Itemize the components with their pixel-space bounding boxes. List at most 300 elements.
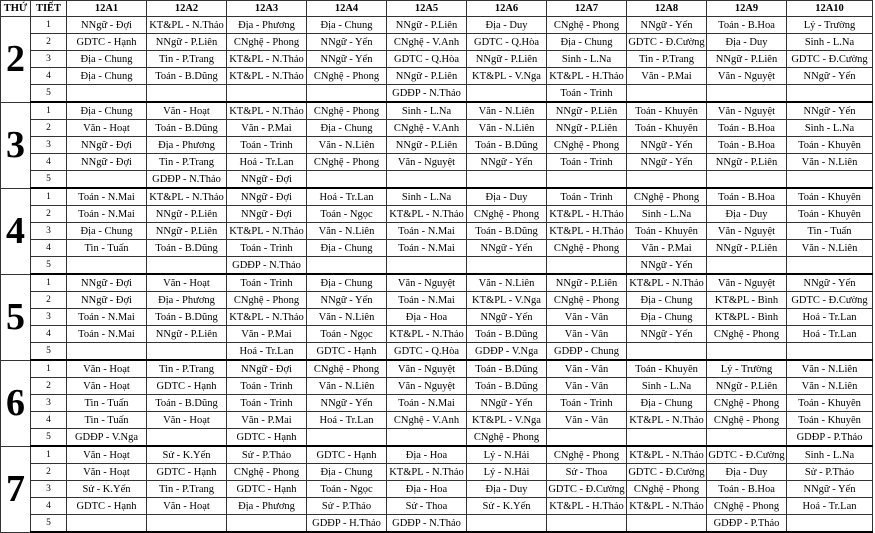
lesson-cell: Sử - K.Yến [467, 498, 547, 515]
lesson-cell: Địa - Chung [627, 309, 707, 326]
lesson-cell: Toán - Trình [227, 395, 307, 412]
lesson-cell: KT&PL - Bình [707, 309, 787, 326]
class-header: 12A10 [787, 1, 873, 17]
lesson-cell: NNgữ - Yến [467, 309, 547, 326]
lesson-cell: GDTC - Hạnh [307, 446, 387, 464]
lesson-cell: Toán - B.Dũng [467, 223, 547, 240]
lesson-cell: NNgữ - Yến [307, 395, 387, 412]
lesson-cell: Địa - Hoa [387, 446, 467, 464]
lesson-cell: Sinh - L.Na [627, 206, 707, 223]
lesson-cell: Toán - N.Mai [387, 292, 467, 309]
lesson-cell: Toán - Khuyên [627, 360, 707, 378]
lesson-cell: Lý - N.Hải [467, 446, 547, 464]
class-header: 12A6 [467, 1, 547, 17]
table-row [1, 34, 873, 51]
lesson-cell: KT&PL - N.Thảo [627, 274, 707, 292]
lesson-cell: Toán - B.Hoa [707, 120, 787, 137]
lesson-cell: KT&PL - V.Nga [467, 412, 547, 429]
lesson-cell: Địa - Chung [67, 51, 147, 68]
lesson-cell: Lý - N.Hải [467, 464, 547, 481]
lesson-cell: NNgữ - P.Liên [147, 34, 227, 51]
lesson-cell: GDTC - Hạnh [147, 378, 227, 395]
lesson-cell [707, 343, 787, 361]
period-number: 3 [31, 137, 67, 154]
lesson-cell: NNgữ - Đợi [227, 360, 307, 378]
lesson-cell: Địa - Chung [67, 102, 147, 120]
lesson-cell: Văn - N.Liên [787, 240, 873, 257]
lesson-cell: CNghệ - Phong [227, 34, 307, 51]
lesson-cell: CNghệ - Phong [547, 292, 627, 309]
lesson-cell: Văn - Hoạt [67, 446, 147, 464]
lesson-cell: Văn - N.Liên [787, 154, 873, 171]
lesson-cell: NNgữ - P.Liên [707, 240, 787, 257]
lesson-cell: CNghệ - V.Anh [387, 34, 467, 51]
table-row [1, 343, 873, 361]
lesson-cell [307, 171, 387, 189]
lesson-cell: Văn - N.Liên [787, 360, 873, 378]
table-row [1, 481, 873, 498]
lesson-cell: GDTC - Q.Hòa [387, 343, 467, 361]
lesson-cell: Văn - Hoạt [147, 274, 227, 292]
lesson-cell: Địa - Duy [707, 206, 787, 223]
lesson-cell: KT&PL - V.Nga [467, 292, 547, 309]
lesson-cell: Địa - Chung [307, 464, 387, 481]
lesson-cell: CNghệ - Phong [547, 17, 627, 34]
lesson-cell: GDĐP - N.Thảo [387, 85, 467, 103]
table-row [1, 102, 873, 120]
lesson-cell: Văn - N.Liên [467, 102, 547, 120]
lesson-cell: Văn - Hoạt [67, 464, 147, 481]
table-row [1, 51, 873, 68]
lesson-cell: Sinh - L.Na [547, 51, 627, 68]
lesson-cell: Địa - Chung [307, 274, 387, 292]
period-number: 4 [31, 412, 67, 429]
lesson-cell [147, 515, 227, 533]
lesson-cell: Văn - Nguyệt [387, 274, 467, 292]
table-row [1, 223, 873, 240]
lesson-cell [387, 257, 467, 275]
lesson-cell: KT&PL - V.Nga [467, 68, 547, 85]
lesson-cell: Văn - P.Mai [227, 412, 307, 429]
table-row [1, 412, 873, 429]
lesson-cell: Toán - Ngọc [307, 206, 387, 223]
lesson-cell: NNgữ - P.Liên [707, 51, 787, 68]
header-row [1, 1, 873, 17]
lesson-cell [387, 171, 467, 189]
day-number: 7 [1, 446, 31, 532]
period-number: 5 [31, 171, 67, 189]
lesson-cell: Hoá - Tr.Lan [787, 498, 873, 515]
day-group [1, 102, 873, 188]
lesson-cell: KT&PL - N.Thảo [627, 446, 707, 464]
lesson-cell: NNgữ - Yến [787, 68, 873, 85]
lesson-cell: GDTC - Hạnh [227, 481, 307, 498]
day-number: 2 [1, 17, 31, 103]
lesson-cell: Văn - Nguyệt [387, 378, 467, 395]
lesson-cell: Sinh - L.Na [787, 34, 873, 51]
class-header: 12A1 [67, 1, 147, 17]
lesson-cell: NNgữ - Yến [787, 102, 873, 120]
lesson-cell: Toán - Trình [227, 240, 307, 257]
lesson-cell: NNgữ - Yến [307, 34, 387, 51]
lesson-cell: GDTC - Hạnh [227, 429, 307, 447]
lesson-cell: Tin - P.Trang [147, 360, 227, 378]
lesson-cell: Hoá - Tr.Lan [307, 188, 387, 206]
lesson-cell: Văn - Nguyệt [707, 223, 787, 240]
day-number: 4 [1, 188, 31, 274]
lesson-cell: KT&PL - N.Thảo [627, 412, 707, 429]
lesson-cell: CNghệ - V.Anh [387, 120, 467, 137]
lesson-cell: KT&PL - N.Thảo [227, 223, 307, 240]
lesson-cell: CNghệ - Phong [547, 240, 627, 257]
lesson-cell: Toán - Ngọc [307, 326, 387, 343]
period-number: 4 [31, 326, 67, 343]
lesson-cell: NNgữ - Đợi [67, 292, 147, 309]
day-number: 3 [1, 102, 31, 188]
lesson-cell: NNgữ - Đợi [67, 137, 147, 154]
lesson-cell: KT&PL - Bình [707, 292, 787, 309]
lesson-cell: Toán - N.Mai [67, 326, 147, 343]
table-row [1, 498, 873, 515]
lesson-cell: Văn - Hoạt [67, 378, 147, 395]
table-row [1, 360, 873, 378]
lesson-cell [707, 171, 787, 189]
lesson-cell: KT&PL - N.Thảo [387, 206, 467, 223]
lesson-cell: Văn - Hoạt [67, 120, 147, 137]
day-group [1, 17, 873, 103]
lesson-cell: Địa - Chung [307, 120, 387, 137]
lesson-cell [547, 171, 627, 189]
lesson-cell: Toán - Khuyên [787, 137, 873, 154]
lesson-cell [467, 515, 547, 533]
lesson-cell: GDTC - Hạnh [147, 464, 227, 481]
lesson-cell: Văn - Nguyệt [707, 68, 787, 85]
lesson-cell: CNghệ - Phong [467, 206, 547, 223]
period-number: 2 [31, 292, 67, 309]
lesson-cell: Văn - Vân [547, 309, 627, 326]
lesson-cell: CNghệ - Phong [227, 292, 307, 309]
lesson-cell: Toán - N.Mai [67, 188, 147, 206]
lesson-cell: Toán - N.Mai [67, 309, 147, 326]
lesson-cell: GDĐP - N.Thảo [147, 171, 227, 189]
period-number: 4 [31, 240, 67, 257]
lesson-cell: Văn - N.Liên [307, 309, 387, 326]
lesson-cell: Toán - B.Dũng [467, 360, 547, 378]
lesson-cell: Tin - P.Trang [147, 154, 227, 171]
period-number: 3 [31, 481, 67, 498]
lesson-cell: NNgữ - Yến [307, 292, 387, 309]
lesson-cell: KT&PL - N.Thảo [387, 464, 467, 481]
lesson-cell: CNghệ - Phong [707, 498, 787, 515]
lesson-cell [547, 429, 627, 447]
lesson-cell [307, 257, 387, 275]
lesson-cell: GDĐP - P.Thảo [787, 429, 873, 447]
day-group [1, 360, 873, 446]
table-row [1, 171, 873, 189]
lesson-cell: Văn - Nguyệt [707, 274, 787, 292]
lesson-cell [787, 515, 873, 533]
period-number: 5 [31, 85, 67, 103]
lesson-cell: Văn - P.Mai [627, 68, 707, 85]
lesson-cell: Toán - Trình [547, 395, 627, 412]
lesson-cell: CNghệ - Phong [307, 102, 387, 120]
lesson-cell: GDTC - Đ.Cường [547, 481, 627, 498]
lesson-cell: NNgữ - Đợi [67, 17, 147, 34]
lesson-cell: KT&PL - N.Thảo [147, 17, 227, 34]
lesson-cell: Toán - Khuyên [627, 120, 707, 137]
lesson-cell: Sinh - L.Na [387, 188, 467, 206]
lesson-cell: CNghệ - Phong [547, 446, 627, 464]
lesson-cell: GDTC - Q.Hòa [467, 34, 547, 51]
lesson-cell: Địa - Chung [307, 240, 387, 257]
table-row [1, 515, 873, 533]
lesson-cell: CNghệ - Phong [627, 481, 707, 498]
lesson-cell: KT&PL - N.Thảo [147, 188, 227, 206]
lesson-cell: Toán - B.Dũng [147, 240, 227, 257]
lesson-cell: Toán - Trình [227, 274, 307, 292]
lesson-cell [627, 343, 707, 361]
period-number: 4 [31, 68, 67, 85]
lesson-cell [67, 257, 147, 275]
lesson-cell: Địa - Duy [467, 481, 547, 498]
table-row [1, 326, 873, 343]
period-number: 5 [31, 343, 67, 361]
lesson-cell: CNghệ - Phong [307, 68, 387, 85]
lesson-cell: Văn - N.Liên [467, 120, 547, 137]
lesson-cell: Tin - P.Trang [147, 51, 227, 68]
lesson-cell: KT&PL - N.Thảo [227, 51, 307, 68]
lesson-cell [547, 257, 627, 275]
lesson-cell [787, 257, 873, 275]
table-row [1, 240, 873, 257]
lesson-cell: NNgữ - Yến [467, 240, 547, 257]
lesson-cell [307, 429, 387, 447]
period-number: 2 [31, 206, 67, 223]
lesson-cell: Địa - Chung [627, 395, 707, 412]
lesson-cell: NNgữ - Yến [467, 395, 547, 412]
lesson-cell: NNgữ - P.Liên [707, 154, 787, 171]
period-number: 5 [31, 429, 67, 447]
lesson-cell: NNgữ - P.Liên [387, 68, 467, 85]
lesson-cell: GDTC - Q.Hòa [387, 51, 467, 68]
lesson-cell: Toán - N.Mai [387, 395, 467, 412]
period-number: 3 [31, 223, 67, 240]
lesson-cell: NNgữ - Yến [627, 137, 707, 154]
period-number: 2 [31, 464, 67, 481]
lesson-cell: Toán - Trình [227, 378, 307, 395]
lesson-cell: GDĐP - N.Thảo [227, 257, 307, 275]
lesson-cell: Hoá - Tr.Lan [787, 309, 873, 326]
lesson-cell: NNgữ - Yến [787, 481, 873, 498]
lesson-cell: NNgữ - P.Liên [147, 206, 227, 223]
lesson-cell [307, 85, 387, 103]
lesson-cell: NNgữ - P.Liên [147, 326, 227, 343]
lesson-cell [387, 429, 467, 447]
lesson-cell: Toán - Khuyên [787, 188, 873, 206]
day-group [1, 188, 873, 274]
lesson-cell: KT&PL - N.Thảo [227, 309, 307, 326]
class-header: 12A9 [707, 1, 787, 17]
lesson-cell: Sinh - L.Na [387, 102, 467, 120]
lesson-cell: NNgữ - Đợi [67, 274, 147, 292]
lesson-cell: Địa - Hoa [387, 309, 467, 326]
day-column-header: THỨ [1, 1, 31, 17]
lesson-cell: Địa - Duy [707, 34, 787, 51]
lesson-cell: Toán - B.Hoa [707, 481, 787, 498]
table-row [1, 257, 873, 275]
lesson-cell: Tin - P.Trang [627, 51, 707, 68]
lesson-cell: Lý - Trường [707, 360, 787, 378]
lesson-cell: Văn - Vân [547, 326, 627, 343]
lesson-cell: GDĐP - Chung [547, 343, 627, 361]
period-number: 5 [31, 257, 67, 275]
lesson-cell: Toán - B.Dũng [467, 378, 547, 395]
lesson-cell: Địa - Duy [467, 17, 547, 34]
lesson-cell: Tin - P.Trang [147, 481, 227, 498]
lesson-cell [67, 85, 147, 103]
lesson-cell: NNgữ - Yến [627, 257, 707, 275]
lesson-cell [67, 515, 147, 533]
lesson-cell [707, 85, 787, 103]
lesson-cell: GDTC - Hạnh [307, 343, 387, 361]
table-row [1, 120, 873, 137]
period-number: 1 [31, 17, 67, 34]
lesson-cell: Toán - B.Dũng [467, 326, 547, 343]
lesson-cell: Toán - N.Mai [67, 206, 147, 223]
lesson-cell: Toán - B.Dũng [147, 68, 227, 85]
lesson-cell: Địa - Phương [227, 17, 307, 34]
lesson-cell: NNgữ - Yến [627, 17, 707, 34]
lesson-cell: Toán - Khuyên [787, 395, 873, 412]
period-number: 2 [31, 120, 67, 137]
period-number: 2 [31, 34, 67, 51]
lesson-cell: GDTC - Đ.Cường [787, 51, 873, 68]
lesson-cell: KT&PL - H.Thảo [547, 206, 627, 223]
lesson-cell [627, 85, 707, 103]
lesson-cell: Văn - N.Liên [307, 223, 387, 240]
lesson-cell: Văn - Nguyệt [387, 154, 467, 171]
lesson-cell: NNgữ - Yến [627, 326, 707, 343]
lesson-cell: KT&PL - H.Thảo [547, 68, 627, 85]
class-header: 12A5 [387, 1, 467, 17]
lesson-cell: Văn - Hoạt [67, 360, 147, 378]
lesson-cell: GDĐP - V.Nga [467, 343, 547, 361]
lesson-cell: Toán - Trình [547, 154, 627, 171]
lesson-cell [147, 343, 227, 361]
day-group [1, 446, 873, 532]
class-header: 12A3 [227, 1, 307, 17]
lesson-cell [787, 343, 873, 361]
lesson-cell: KT&PL - N.Thảo [227, 102, 307, 120]
table-row [1, 274, 873, 292]
lesson-cell: NNgữ - P.Liên [467, 51, 547, 68]
lesson-cell: Văn - Nguyệt [387, 360, 467, 378]
class-header: 12A4 [307, 1, 387, 17]
lesson-cell: KT&PL - N.Thảo [227, 68, 307, 85]
lesson-cell: NNgữ - Yến [467, 154, 547, 171]
table-row [1, 85, 873, 103]
lesson-cell: Toán - B.Dũng [467, 137, 547, 154]
lesson-cell: Toán - B.Dũng [147, 120, 227, 137]
lesson-cell: GDTC - Hạnh [67, 498, 147, 515]
lesson-cell: NNgữ - Yến [787, 274, 873, 292]
table-row [1, 68, 873, 85]
period-number: 4 [31, 498, 67, 515]
lesson-cell: Địa - Hoa [387, 481, 467, 498]
lesson-cell: Văn - N.Liên [307, 378, 387, 395]
lesson-cell: Văn - Nguyệt [707, 102, 787, 120]
lesson-cell: Hoá - Tr.Lan [227, 154, 307, 171]
lesson-cell: CNghệ - Phong [227, 464, 307, 481]
lesson-cell: Địa - Chung [67, 223, 147, 240]
period-number: 2 [31, 378, 67, 395]
lesson-cell: Hoá - Tr.Lan [227, 343, 307, 361]
lesson-cell [147, 429, 227, 447]
lesson-cell: GDĐP - N.Thảo [387, 515, 467, 533]
lesson-cell: Tin - Tuấn [67, 240, 147, 257]
lesson-cell: GDTC - Đ.Cường [787, 292, 873, 309]
lesson-cell: Lý - Trường [787, 17, 873, 34]
lesson-cell: Văn - N.Liên [787, 378, 873, 395]
lesson-cell: Văn - P.Mai [627, 240, 707, 257]
lesson-cell: Hoá - Tr.Lan [787, 326, 873, 343]
period-number: 1 [31, 360, 67, 378]
lesson-cell [627, 515, 707, 533]
table-row [1, 206, 873, 223]
lesson-cell: NNgữ - Yến [307, 51, 387, 68]
lesson-cell: Toán - N.Mai [387, 240, 467, 257]
lesson-cell: Địa - Chung [547, 34, 627, 51]
lesson-cell: CNghệ - Phong [467, 429, 547, 447]
lesson-cell: Địa - Phương [227, 498, 307, 515]
table-row [1, 446, 873, 464]
lesson-cell [147, 85, 227, 103]
lesson-cell: Toán - Khuyên [627, 223, 707, 240]
lesson-cell: Toán - Khuyên [627, 102, 707, 120]
lesson-cell [787, 171, 873, 189]
lesson-cell: Văn - Hoạt [147, 412, 227, 429]
lesson-cell: GDTC - Hạnh [67, 34, 147, 51]
lesson-cell: Địa - Chung [307, 17, 387, 34]
lesson-cell: NNgữ - P.Liên [547, 102, 627, 120]
lesson-cell: KT&PL - N.Thảo [627, 498, 707, 515]
period-number: 3 [31, 309, 67, 326]
lesson-cell: GDĐP - H.Thảo [307, 515, 387, 533]
lesson-cell: NNgữ - P.Liên [387, 17, 467, 34]
lesson-cell: Địa - Duy [467, 188, 547, 206]
period-number: 3 [31, 395, 67, 412]
lesson-cell: KT&PL - H.Thảo [547, 498, 627, 515]
table-row [1, 154, 873, 171]
lesson-cell [787, 85, 873, 103]
lesson-cell: CNghệ - V.Anh [387, 412, 467, 429]
class-header: 12A7 [547, 1, 627, 17]
lesson-cell: Toán - B.Hoa [707, 17, 787, 34]
lesson-cell: GDĐP - V.Nga [67, 429, 147, 447]
lesson-cell: Sử - P.Thảo [307, 498, 387, 515]
lesson-cell: CNghệ - Phong [307, 154, 387, 171]
lesson-cell: Tin - Tuấn [787, 223, 873, 240]
lesson-cell: Văn - Hoạt [147, 102, 227, 120]
lesson-cell: Toán - Khuyên [787, 206, 873, 223]
lesson-cell: NNgữ - Đợi [67, 154, 147, 171]
period-column-header: TIẾT [31, 1, 67, 17]
lesson-cell: Sinh - L.Na [787, 446, 873, 464]
lesson-cell: Văn - P.Mai [227, 326, 307, 343]
lesson-cell: Văn - Vân [547, 412, 627, 429]
lesson-cell: Văn - N.Liên [307, 137, 387, 154]
lesson-cell: NNgữ - Yến [627, 154, 707, 171]
